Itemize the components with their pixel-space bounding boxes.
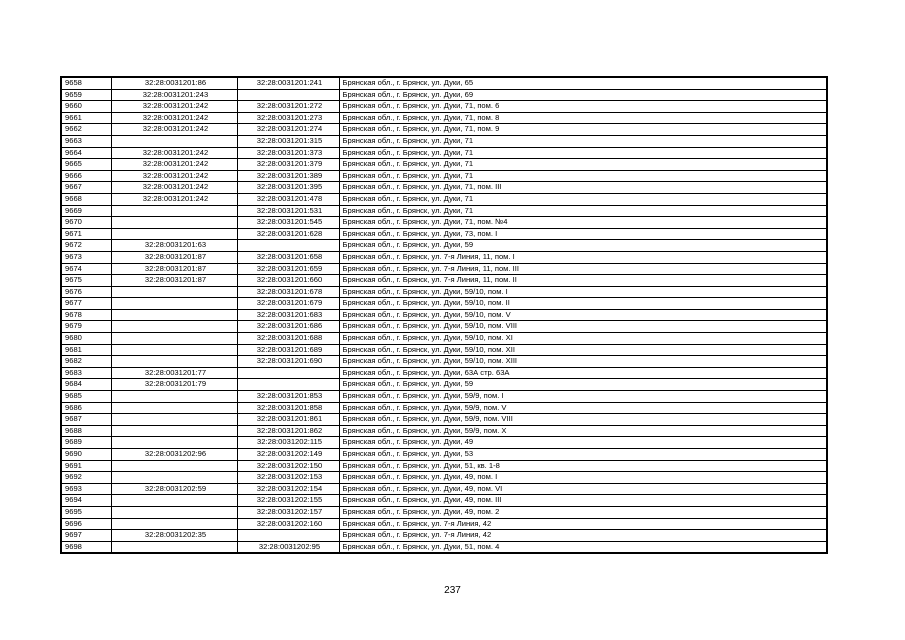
address-cell: Брянская обл., г. Брянск, ул. Дуки, 71, пом. 8 [339, 112, 827, 124]
parcel-cadastral-number-cell [111, 495, 237, 507]
object-cadastral-number-cell: 32:28:0031202:115 [237, 437, 339, 449]
registry-table-body [61, 77, 827, 553]
page-number: 237 [444, 585, 461, 596]
table-row [61, 425, 827, 437]
object-cadastral-number-cell: 32:28:0031201:678 [237, 286, 339, 298]
object-cadastral-number-cell: 32:28:0031202:149 [237, 449, 339, 461]
row-number-cell: 9680 [61, 333, 111, 345]
address-cell: Брянская обл., г. Брянск, ул. Дуки, 59/10, пом. XII [339, 344, 827, 356]
table-row [61, 101, 827, 113]
table-row [61, 286, 827, 298]
address-cell: Брянская обл., г. Брянск, ул. 7-я Линия, 42 [339, 518, 827, 530]
parcel-cadastral-number-cell: 32:28:0031202:35 [111, 530, 237, 542]
row-number-cell: 9667 [61, 182, 111, 194]
object-cadastral-number-cell: 32:28:0031201:395 [237, 182, 339, 194]
table-row [61, 309, 827, 321]
parcel-cadastral-number-cell: 32:28:0031201:63 [111, 240, 237, 252]
row-number-cell: 9661 [61, 112, 111, 124]
parcel-cadastral-number-cell: 32:28:0031201:242 [111, 159, 237, 171]
address-cell: Брянская обл., г. Брянск, ул. Дуки, 71 [339, 147, 827, 159]
parcel-cadastral-number-cell [111, 217, 237, 229]
row-number-cell: 9669 [61, 205, 111, 217]
object-cadastral-number-cell: 32:28:0031201:689 [237, 344, 339, 356]
row-number-cell: 9672 [61, 240, 111, 252]
parcel-cadastral-number-cell: 32:28:0031201:242 [111, 101, 237, 113]
parcel-cadastral-number-cell [111, 425, 237, 437]
table-row [61, 541, 827, 553]
table-row [61, 170, 827, 182]
object-cadastral-number-cell: 32:28:0031201:628 [237, 228, 339, 240]
parcel-cadastral-number-cell [111, 321, 237, 333]
address-cell: Брянская обл., г. Брянск, ул. Дуки, 59/9, пом. X [339, 425, 827, 437]
parcel-cadastral-number-cell [111, 309, 237, 321]
table-row [61, 333, 827, 345]
parcel-cadastral-number-cell: 32:28:0031201:242 [111, 170, 237, 182]
parcel-cadastral-number-cell: 32:28:0031202:59 [111, 483, 237, 495]
object-cadastral-number-cell: 32:28:0031201:686 [237, 321, 339, 333]
parcel-cadastral-number-cell [111, 402, 237, 414]
parcel-cadastral-number-cell: 32:28:0031201:87 [111, 275, 237, 287]
row-number-cell: 9670 [61, 217, 111, 229]
object-cadastral-number-cell: 32:28:0031201:690 [237, 356, 339, 368]
address-cell: Брянская обл., г. Брянск, ул. Дуки, 63А стр. 63А [339, 367, 827, 379]
parcel-cadastral-number-cell: 32:28:0031201:242 [111, 124, 237, 136]
table-row [61, 263, 827, 275]
object-cadastral-number-cell: 32:28:0031202:95 [237, 541, 339, 553]
table-row [61, 367, 827, 379]
table-row [61, 506, 827, 518]
row-number-cell: 9665 [61, 159, 111, 171]
table-row [61, 321, 827, 333]
address-cell: Брянская обл., г. Брянск, ул. Дуки, 59/9, пом. I [339, 391, 827, 403]
parcel-cadastral-number-cell: 32:28:0031201:242 [111, 147, 237, 159]
row-number-cell: 9691 [61, 460, 111, 472]
object-cadastral-number-cell: 32:28:0031201:861 [237, 414, 339, 426]
parcel-cadastral-number-cell [111, 506, 237, 518]
address-cell: Брянская обл., г. Брянск, ул. Дуки, 71 [339, 193, 827, 205]
object-cadastral-number-cell: 32:28:0031201:679 [237, 298, 339, 310]
parcel-cadastral-number-cell [111, 298, 237, 310]
address-cell: Брянская обл., г. Брянск, ул. 7-я Линия, 11, пом. I [339, 251, 827, 263]
object-cadastral-number-cell: 32:28:0031201:379 [237, 159, 339, 171]
address-cell: Брянская обл., г. Брянск, ул. Дуки, 59/10, пом. VIII [339, 321, 827, 333]
address-cell: Брянская обл., г. Брянск, ул. Дуки, 69 [339, 89, 827, 101]
row-number-cell: 9659 [61, 89, 111, 101]
object-cadastral-number-cell: 32:28:0031201:688 [237, 333, 339, 345]
table-row [61, 124, 827, 136]
object-cadastral-number-cell [237, 89, 339, 101]
parcel-cadastral-number-cell: 32:28:0031201:243 [111, 89, 237, 101]
row-number-cell: 9687 [61, 414, 111, 426]
parcel-cadastral-number-cell [111, 541, 237, 553]
object-cadastral-number-cell: 32:28:0031201:683 [237, 309, 339, 321]
row-number-cell: 9677 [61, 298, 111, 310]
row-number-cell: 9694 [61, 495, 111, 507]
object-cadastral-number-cell: 32:28:0031202:150 [237, 460, 339, 472]
address-cell: Брянская обл., г. Брянск, ул. 7-я Линия, 42 [339, 530, 827, 542]
object-cadastral-number-cell: 32:28:0031201:853 [237, 391, 339, 403]
address-cell: Брянская обл., г. Брянск, ул. 7-я Линия, 11, пом. II [339, 275, 827, 287]
address-cell: Брянская обл., г. Брянск, ул. Дуки, 71 [339, 159, 827, 171]
registry-table [60, 76, 828, 554]
address-cell: Брянская обл., г. Брянск, ул. Дуки, 49 [339, 437, 827, 449]
row-number-cell: 9660 [61, 101, 111, 113]
row-number-cell: 9664 [61, 147, 111, 159]
table-row [61, 251, 827, 263]
address-cell: Брянская обл., г. Брянск, ул. Дуки, 59/10, пом. XI [339, 333, 827, 345]
row-number-cell: 9666 [61, 170, 111, 182]
address-cell: Брянская обл., г. Брянск, ул. Дуки, 49, пом. III [339, 495, 827, 507]
address-cell: Брянская обл., г. Брянск, ул. Дуки, 65 [339, 77, 827, 89]
address-cell: Брянская обл., г. Брянск, ул. Дуки, 59/10, пом. II [339, 298, 827, 310]
address-cell: Брянская обл., г. Брянск, ул. Дуки, 59/10, пом. XIII [339, 356, 827, 368]
parcel-cadastral-number-cell [111, 286, 237, 298]
row-number-cell: 9696 [61, 518, 111, 530]
address-cell: Брянская обл., г. Брянск, ул. Дуки, 59/10, пом. V [339, 309, 827, 321]
address-cell: Брянская обл., г. Брянск, ул. Дуки, 51, пом. 4 [339, 541, 827, 553]
parcel-cadastral-number-cell [111, 414, 237, 426]
table-row [61, 298, 827, 310]
address-cell: Брянская обл., г. Брянск, ул. Дуки, 53 [339, 449, 827, 461]
object-cadastral-number-cell: 32:28:0031201:858 [237, 402, 339, 414]
parcel-cadastral-number-cell [111, 460, 237, 472]
parcel-cadastral-number-cell [111, 228, 237, 240]
address-cell: Брянская обл., г. Брянск, ул. Дуки, 71 [339, 170, 827, 182]
table-row [61, 182, 827, 194]
object-cadastral-number-cell: 32:28:0031202:155 [237, 495, 339, 507]
parcel-cadastral-number-cell: 32:28:0031201:77 [111, 367, 237, 379]
row-number-cell: 9658 [61, 77, 111, 89]
object-cadastral-number-cell: 32:28:0031201:478 [237, 193, 339, 205]
table-row [61, 159, 827, 171]
parcel-cadastral-number-cell [111, 472, 237, 484]
table-row [61, 356, 827, 368]
row-number-cell: 9686 [61, 402, 111, 414]
address-cell: Брянская обл., г. Брянск, ул. Дуки, 71, пом. 9 [339, 124, 827, 136]
row-number-cell: 9685 [61, 391, 111, 403]
object-cadastral-number-cell: 32:28:0031202:157 [237, 506, 339, 518]
table-row [61, 205, 827, 217]
parcel-cadastral-number-cell: 32:28:0031201:87 [111, 251, 237, 263]
table-row [61, 437, 827, 449]
table-row [61, 217, 827, 229]
address-cell: Брянская обл., г. Брянск, ул. Дуки, 59/9, пом. VIII [339, 414, 827, 426]
parcel-cadastral-number-cell [111, 391, 237, 403]
address-cell: Брянская обл., г. Брянск, ул. Дуки, 71, пом. III [339, 182, 827, 194]
object-cadastral-number-cell: 32:28:0031201:274 [237, 124, 339, 136]
parcel-cadastral-number-cell: 32:28:0031201:86 [111, 77, 237, 89]
row-number-cell: 9689 [61, 437, 111, 449]
table-row [61, 112, 827, 124]
parcel-cadastral-number-cell [111, 356, 237, 368]
table-row [61, 77, 827, 89]
row-number-cell: 9688 [61, 425, 111, 437]
object-cadastral-number-cell: 32:28:0031201:241 [237, 77, 339, 89]
object-cadastral-number-cell: 32:28:0031202:154 [237, 483, 339, 495]
table-row [61, 472, 827, 484]
object-cadastral-number-cell [237, 240, 339, 252]
row-number-cell: 9679 [61, 321, 111, 333]
row-number-cell: 9681 [61, 344, 111, 356]
table-row [61, 379, 827, 391]
table-row [61, 460, 827, 472]
table-row [61, 495, 827, 507]
parcel-cadastral-number-cell: 32:28:0031201:242 [111, 182, 237, 194]
object-cadastral-number-cell: 32:28:0031201:373 [237, 147, 339, 159]
object-cadastral-number-cell: 32:28:0031202:153 [237, 472, 339, 484]
address-cell: Брянская обл., г. Брянск, ул. 7-я Линия, 11, пом. III [339, 263, 827, 275]
row-number-cell: 9675 [61, 275, 111, 287]
row-number-cell: 9693 [61, 483, 111, 495]
table-row [61, 518, 827, 530]
object-cadastral-number-cell: 32:28:0031201:531 [237, 205, 339, 217]
address-cell: Брянская обл., г. Брянск, ул. Дуки, 49, пом. I [339, 472, 827, 484]
table-row [61, 414, 827, 426]
table-row [61, 228, 827, 240]
address-cell: Брянская обл., г. Брянск, ул. Дуки, 71, пом. 6 [339, 101, 827, 113]
table-row [61, 240, 827, 252]
object-cadastral-number-cell: 32:28:0031201:658 [237, 251, 339, 263]
parcel-cadastral-number-cell [111, 344, 237, 356]
address-cell: Брянская обл., г. Брянск, ул. Дуки, 59 [339, 240, 827, 252]
row-number-cell: 9673 [61, 251, 111, 263]
parcel-cadastral-number-cell [111, 437, 237, 449]
parcel-cadastral-number-cell: 32:28:0031201:79 [111, 379, 237, 391]
object-cadastral-number-cell: 32:28:0031202:160 [237, 518, 339, 530]
row-number-cell: 9678 [61, 309, 111, 321]
row-number-cell: 9684 [61, 379, 111, 391]
table-row [61, 275, 827, 287]
row-number-cell: 9662 [61, 124, 111, 136]
address-cell: Брянская обл., г. Брянск, ул. Дуки, 71 [339, 205, 827, 217]
address-cell: Брянская обл., г. Брянск, ул. Дуки, 59/9, пом. V [339, 402, 827, 414]
parcel-cadastral-number-cell: 32:28:0031201:242 [111, 112, 237, 124]
address-cell: Брянская обл., г. Брянск, ул. Дуки, 71, пом. №4 [339, 217, 827, 229]
address-cell: Брянская обл., г. Брянск, ул. Дуки, 59/10, пом. I [339, 286, 827, 298]
address-cell: Брянская обл., г. Брянск, ул. Дуки, 49, пом. VI [339, 483, 827, 495]
table-row [61, 402, 827, 414]
row-number-cell: 9690 [61, 449, 111, 461]
object-cadastral-number-cell: 32:28:0031201:273 [237, 112, 339, 124]
row-number-cell: 9683 [61, 367, 111, 379]
address-cell: Брянская обл., г. Брянск, ул. Дуки, 59 [339, 379, 827, 391]
object-cadastral-number-cell: 32:28:0031201:315 [237, 135, 339, 147]
address-cell: Брянская обл., г. Брянск, ул. Дуки, 51, кв. 1-8 [339, 460, 827, 472]
object-cadastral-number-cell: 32:28:0031201:659 [237, 263, 339, 275]
parcel-cadastral-number-cell [111, 135, 237, 147]
address-cell: Брянская обл., г. Брянск, ул. Дуки, 71 [339, 135, 827, 147]
object-cadastral-number-cell: 32:28:0031201:545 [237, 217, 339, 229]
table-row [61, 449, 827, 461]
table-row [61, 193, 827, 205]
table-row [61, 147, 827, 159]
address-cell: Брянская обл., г. Брянск, ул. Дуки, 73, пом. I [339, 228, 827, 240]
table-row [61, 135, 827, 147]
object-cadastral-number-cell [237, 379, 339, 391]
object-cadastral-number-cell: 32:28:0031201:660 [237, 275, 339, 287]
parcel-cadastral-number-cell [111, 518, 237, 530]
row-number-cell: 9692 [61, 472, 111, 484]
table-row [61, 483, 827, 495]
row-number-cell: 9695 [61, 506, 111, 518]
table-row [61, 530, 827, 542]
address-cell: Брянская обл., г. Брянск, ул. Дуки, 49, пом. 2 [339, 506, 827, 518]
row-number-cell: 9682 [61, 356, 111, 368]
object-cadastral-number-cell [237, 367, 339, 379]
row-number-cell: 9668 [61, 193, 111, 205]
object-cadastral-number-cell: 32:28:0031201:862 [237, 425, 339, 437]
table-row [61, 344, 827, 356]
parcel-cadastral-number-cell: 32:28:0031201:87 [111, 263, 237, 275]
row-number-cell: 9663 [61, 135, 111, 147]
row-number-cell: 9676 [61, 286, 111, 298]
parcel-cadastral-number-cell: 32:28:0031201:242 [111, 193, 237, 205]
row-number-cell: 9671 [61, 228, 111, 240]
object-cadastral-number-cell [237, 530, 339, 542]
table-row [61, 89, 827, 101]
row-number-cell: 9674 [61, 263, 111, 275]
row-number-cell: 9697 [61, 530, 111, 542]
parcel-cadastral-number-cell: 32:28:0031202:96 [111, 449, 237, 461]
parcel-cadastral-number-cell [111, 205, 237, 217]
object-cadastral-number-cell: 32:28:0031201:272 [237, 101, 339, 113]
object-cadastral-number-cell: 32:28:0031201:389 [237, 170, 339, 182]
table-row [61, 391, 827, 403]
parcel-cadastral-number-cell [111, 333, 237, 345]
row-number-cell: 9698 [61, 541, 111, 553]
